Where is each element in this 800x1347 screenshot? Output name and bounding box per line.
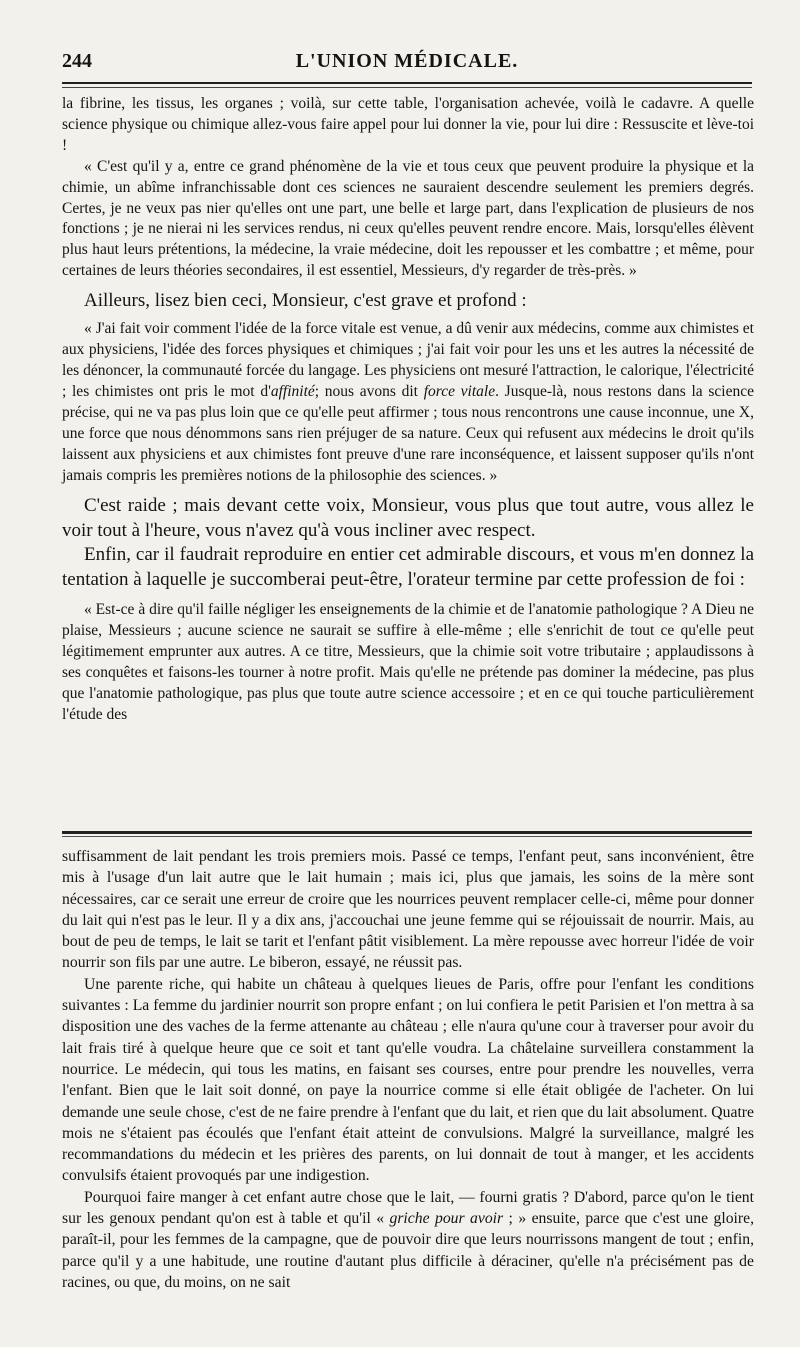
italic-term: force vitale (423, 382, 496, 400)
header-rule (62, 82, 752, 84)
quote-paragraph: « Est-ce à dire qu'il faille négliger les enseignements de la chimie et de l'anatomie pathologique ? A Dieu ne plaise, Messieurs ; aucune science ne saurait se suffire à elle-même ; elle s'enrichit de tout ce qu'elle peut légitimement emprunter aux autres. A ce titre, Messieurs, que la chimie soit votre tributaire ; applaudissons à ses conquêtes et faisons-les tourner à notre profit. Mais qu'elle ne prétende pas dominer la médecine, pas plus que l'anatomie pathologique, pas plus que toute autre science accessoire ; et en ce qui touche particulièrement l'étude des (62, 601, 754, 723)
feuilleton-rule-thin (62, 836, 752, 837)
paragraph: Une parente riche, qui habite un château à quelques lieues de Paris, offre pour l'enfant les conditions suivantes : La femme du jardinier nourrit son propre enfant ; on lui confiera le petit Parisien et l'on mettra à sa disposition une des vaches de la ferme attenante au château ; elle n'aura qu'une cour à traverser pour avoir du lait frais tiré à quelque heure que ce soit et tant qu'elle voudra. La châtelaine surveillera constamment la nourrice. Le médecin, qui tous les matins, en faisant ses courses, entre pour prendre les nouvelles, verra l'enfant. Bien que le lait soit donné, on paye la nourrice comme si elle était obligée de l'acheter. On lui demande une seule chose, c'est de ne faire prendre à l'enfant que du lait, et rien que du lait absolument. Quatre mois ne s'étaient pas écoulés que l'enfant était atteint de convulsions. Malgré la surveillance, malgré les recommandations du médecin et les prières des parents, on lui donnait de tout à manger, et les accidents convulsifs étaient provoqués par une indigestion. (62, 975, 754, 1185)
italic-term: griche pour avoir (389, 1210, 504, 1228)
commentary-paragraph: C'est raide ; mais devant cette voix, Monsieur, vous plus que tout autre, vous allez le voir tout à l'heure, vous n'avez qu'à vous incliner avec respect. (62, 495, 754, 541)
main-article (62, 94, 754, 726)
commentary-paragraph: Ailleurs, lisez bien ceci, Monsieur, c'est grave et profond : (84, 290, 527, 312)
header-rule-thin (62, 87, 752, 88)
paragraph: Pourquoi faire manger à cet enfant autre chose que le lait, — fourni gratis ? D'abord, parce qu'on le tient sur les genoux pendant qu'on est à table et qu'il « griche pour avoir ; » ensuite, parce que c'est une gloire, paraît-il, pour les femmes de la campagne, que de pouvoir dire que leurs nourrissons mangent de tout ; enfin, parce qu'il y a une habitude, une routine d'autant plus difficile à déraciner, qu'elle n'a précisément pas de racines, ou que, du moins, on ne sait (62, 1188, 755, 1291)
feuilleton-rule (62, 831, 752, 834)
quote-paragraph: « J'ai fait voir comment l'idée de la force vitale est venue, a dû venir aux médecins, comme aux chimistes et aux physiciens, l'idée des forces physiques et chimiques ; j'ai fait voir pour les uns et les autres la nécessité de les dénoncer, la communauté forcée du langage. Les physiciens ont mesuré l'attraction, le calorique, l'électricité ; les chimistes ont pris le mot d'affinité; nous avons dit force vitale. Jusque-là, nous restons dans la science précise, qui ne va pas plus loin que ce qu'elle peut affirmer ; tous nous rencontrons une cause inconnue, une X, une force que nous dénommons sans rien préjuger de sa nature. Ceux qui refusent aux médecins le droit qu'ils laissent aux physiciens et aux chimistes font preuve d'une rare inconséquence, et laissent supposer qu'ils n'ont jamais compris les premières notions de la philosophie des sciences. » (62, 320, 754, 484)
page-header (62, 44, 752, 80)
quote-paragraph: « C'est qu'il y a, entre ce grand phénomène de la vie et tous ceux que peuvent produire la physique et la chimie, un abîme infranchissable dont ces sciences ne sauraient descendre seulement les premiers degrés. Certes, je ne veux pas nier qu'elles ont une part, une belle et large part, dans l'explication de plusieurs de nos fonctions ; je ne nierai ni les services rendus, ni ceux qu'elles peuvent rendre encore. Mais, lorsqu'elles élèvent plus haut leurs prétentions, la médecine, la vraie médecine, doit les repousser et les combattre ; et même, pour certaines de leurs théories secondaires, il est essentiel, Messieurs, d'y regarder de très-près. » (62, 157, 754, 280)
italic-term: affinité (270, 382, 315, 400)
commentary-paragraph: Enfin, car il faudrait reproduire en entier cet admirable discours, et vous m'en donnez la tentation à laquelle je succomberai peut-être, l'orateur termine par cette profession de foi : (62, 544, 754, 590)
running-title: L'UNION MÉDICALE. (295, 50, 519, 72)
paragraph: la fibrine, les tissus, les organes ; voilà, sur cette table, l'organisation achevée, voilà le cadavre. A quelle science physique ou chimique allez-vous faire appel pour lui donner la vie, pour lui dire : Ressuscite et lève-toi ! (62, 95, 754, 154)
feuilleton-article (62, 846, 754, 1293)
page-number: 244 (62, 50, 92, 72)
paragraph: suffisamment de lait pendant les trois premiers mois. Passé ce temps, l'enfant peut, sans inconvénient, être mis à l'usage d'un lait autre que le lait humain ; mais ici, plus que jamais, les soins de la mère sont nécessaires, car ce serait une erreur de croire que les nourrices peuvent remplacer celle-ci, même pour donner du lait qui n'est pas le leur. Il y a dix ans, j'accouchai une jeune femme qui se réjouissait de nourrir. Mais, au bout de peu de temps, le lait se tarit et l'enfant pâtit visiblement. La mère repousse avec horreur l'idée de voir nourrir son fils par une autre. Le biberon, essayé, ne réussit pas. (62, 848, 754, 972)
